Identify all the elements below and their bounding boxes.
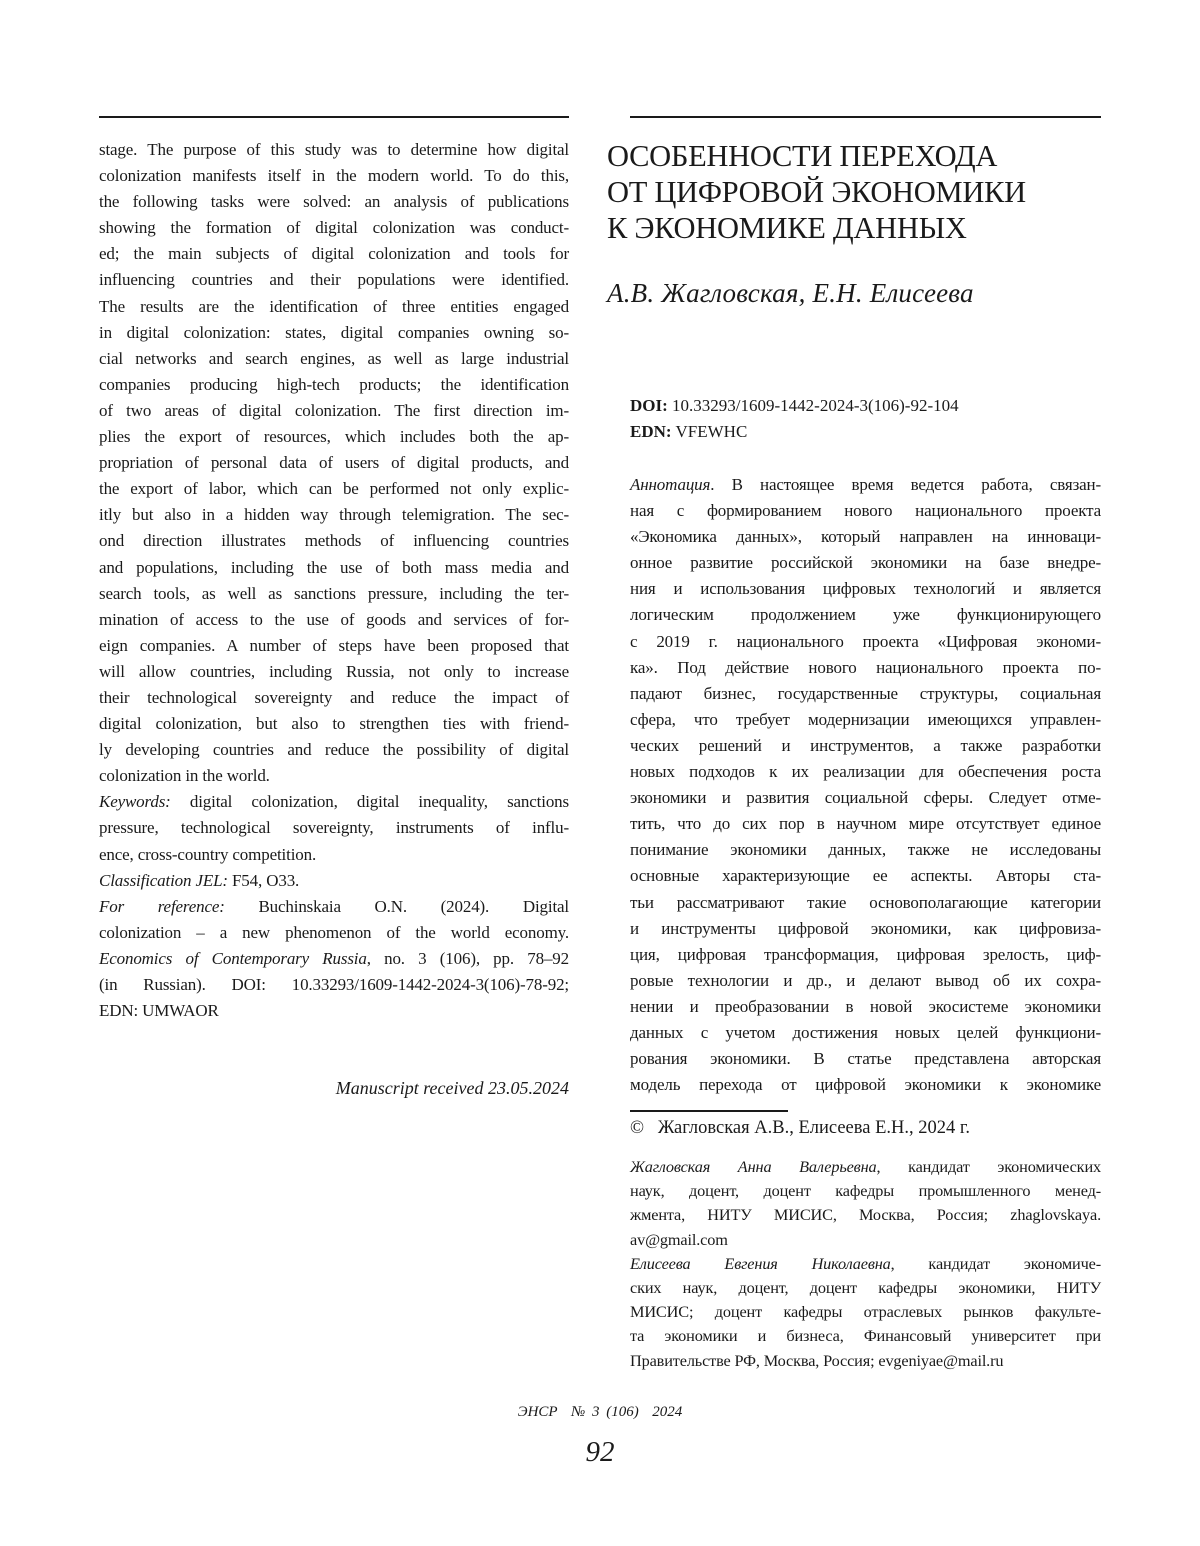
text-line: ния и использования цифровых технологий и является [630,576,1101,602]
text-line: in digital colonization: states, digital companies owning so- [99,320,569,346]
article-authors: А.В. Жагловская, Е.Н. Елисеева [607,278,974,309]
text-line: ровые технологии и др., и делают вывод об их сохра- [630,968,1101,994]
doi-value[interactable]: 10.33293/1609-1442-2024-3(106)-92-104 [672,396,959,415]
line-text: colonization in the world. [99,766,270,785]
text-line: понимание экономики данных, также не исследованы [630,837,1101,863]
text-line: influencing countries and their populations were identified. [99,267,569,293]
text-line: and populations, including the use of both mass media and [99,555,569,581]
text-line: The results are the identification of three entities engaged [99,294,569,320]
text-line: тьи рассматривают такие основополагающие категории [630,890,1101,916]
doi-row [630,393,959,419]
text-line: of two areas of digital colonization. The first direction im- [99,398,569,424]
text-line: colonization manifests itself in the modern world. To do this, [99,163,569,189]
text-line: itly but also in a hidden way through telemigration. The sec- [99,502,569,528]
text-line: eign companies. A number of steps have been proposed that [99,633,569,659]
edn-value: VFEWHC [676,422,748,441]
text-line: ly developing countries and reduce the possibility of digital [99,737,569,763]
text-line [99,998,569,1024]
italic-label: Keywords: [99,792,171,811]
text-line [630,1228,1101,1252]
text-line: ed; the main subjects of digital colonization and tools for [99,241,569,267]
text-line [630,1252,1101,1276]
text-line [99,842,569,868]
text-line [99,894,569,920]
line-text: F54, O33. [228,871,299,890]
italic-label: Аннотация [630,475,710,494]
text-line: логическим продолжением уже функционирующего [630,602,1101,628]
line-text: . В настоящее время ведется работа, связан- [710,475,1101,494]
text-line: экономики и развития социальной сферы. Следует отме- [630,785,1101,811]
text-line: наук, доцент, доцент кафедры промышленного менед- [630,1179,1101,1203]
text-line: propriation of personal data of users of digital products, and [99,450,569,476]
text-line: тить, что до сих пор в научном мире отсутствует единое [630,811,1101,837]
text-line: ческих решений и инструментов, а также разработки [630,733,1101,759]
text-line: will allow countries, including Russia, not only to increase [99,659,569,685]
italic-label: Classification JEL: [99,871,228,890]
italic-label: Economics of Contemporary Russia [99,949,367,968]
edn-label: EDN: [630,422,672,441]
italic-label: Елисеева Евгения Николаевна [630,1254,891,1273]
line-text: ence, cross-country competition. [99,845,316,864]
text-line: their technological sovereignty and reduce the impact of [99,685,569,711]
text-line: новых подходов к их реализации для обеспечения роста [630,759,1101,785]
journal-footer: ЭНСР № 3 (106) 2024 [0,1404,1200,1421]
title-line: ОТ ЦИФРОВОЙ ЭКОНОМИКИ [607,174,1026,210]
text-line: the export of labor, which can be performed not only explic- [99,476,569,502]
manuscript-received: Manuscript received 23.05.2024 [336,1078,569,1099]
author-bios [630,1155,1101,1373]
title-line: ОСОБЕННОСТИ ПЕРЕХОДА [607,138,1026,174]
page-number: 92 [0,1436,1200,1469]
text-line: search tools, as well as sanctions pressure, including the ter- [99,581,569,607]
text-line: cial networks and search engines, as well as large industrial [99,346,569,372]
text-line: нении и преобразовании в новой экосистеме экономики [630,994,1101,1020]
line-text: Правительстве РФ, Москва, Россия; evgeniyae@mail.ru [630,1351,1003,1370]
article-title [607,138,1026,246]
text-line: МИСИС; доцент кафедры отраслевых рынков факульте- [630,1300,1101,1324]
text-line: модель перехода от цифровой экономики к экономике [630,1072,1101,1098]
right-top-rule [630,116,1101,118]
text-line [630,472,1101,498]
text-line: падают бизнес, государственные структуры, социальная [630,681,1101,707]
text-line: та экономики и бизнеса, Финансовый университет при [630,1324,1101,1348]
line-text: , no. 3 (106), pp. 78–92 [367,949,569,968]
text-line: ция, цифровая трансформация, цифровая зрелость, циф- [630,942,1101,968]
line-text: digital colonization, digital inequality, sanctions [171,792,569,811]
text-line: showing the formation of digital colonization was conduct- [99,215,569,241]
text-line [99,946,569,972]
text-line: colonization – a new phenomenon of the world economy. [99,920,569,946]
line-text: EDN: UMWAOR [99,1001,219,1020]
text-line: с 2019 г. национального проекта «Цифровая экономи- [630,629,1101,655]
text-line: companies producing high-tech products; the identification [99,372,569,398]
italic-label: Жагловская Анна Валерьевна [630,1157,877,1176]
text-line: ка». Под действие нового национального проекта по- [630,655,1101,681]
text-line: ских наук, доцент, доцент кафедры экономики, НИТУ [630,1276,1101,1300]
footnote-rule [630,1110,788,1112]
text-line: the following tasks were solved: an analysis of publications [99,189,569,215]
line-text: Buchinskaia O.N. (2024). Digital [225,897,569,916]
text-line: онное развитие российской экономики на базе внедре- [630,550,1101,576]
italic-label: For reference: [99,897,225,916]
text-line: pressure, technological sovereignty, instruments of influ- [99,815,569,841]
text-line: жмента, НИТУ МИСИС, Москва, Россия; zhaglovskaya. [630,1203,1101,1227]
text-line: plies the export of resources, which includes both the ap- [99,424,569,450]
edn-row [630,419,959,445]
article-identifiers [630,393,959,445]
line-text: , кандидат экономических [877,1157,1102,1176]
text-line: digital colonization, but also to strengthen ties with friend- [99,711,569,737]
text-line: (in Russian). DOI: 10.33293/1609-1442-2024-3(106)-78-92; [99,972,569,998]
line-text: , кандидат экономиче- [891,1254,1101,1273]
text-line: «Экономика данных», который направлен на инноваци- [630,524,1101,550]
abstract-english [99,137,569,1024]
text-line: ond direction illustrates methods of influencing countries [99,528,569,554]
text-line [630,1155,1101,1179]
text-line: mination of access to the use of goods and services of for- [99,607,569,633]
text-line: ная с формированием нового национального проекта [630,498,1101,524]
copyright-notice: © Жагловская А.В., Елисеева Е.Н., 2024 г. [630,1118,970,1139]
left-top-rule [99,116,569,118]
doi-label: DOI: [630,396,668,415]
annotation-russian [630,472,1101,1098]
text-line [630,1349,1101,1373]
text-line: и инструменты цифровой экономики, как цифровиза- [630,916,1101,942]
text-line: основные характеризующие ее аспекты. Авторы ста- [630,863,1101,889]
text-line: данных с учетом достижения новых целей функциони- [630,1020,1101,1046]
text-line [99,789,569,815]
line-text: av@gmail.com [630,1230,728,1249]
text-line: сфера, что требует модернизации имеющихся управлен- [630,707,1101,733]
text-line: stage. The purpose of this study was to determine how digital [99,137,569,163]
text-line [99,763,569,789]
title-line: К ЭКОНОМИКЕ ДАННЫХ [607,210,1026,246]
text-line: рования экономики. В статье представлена авторская [630,1046,1101,1072]
text-line [99,868,569,894]
